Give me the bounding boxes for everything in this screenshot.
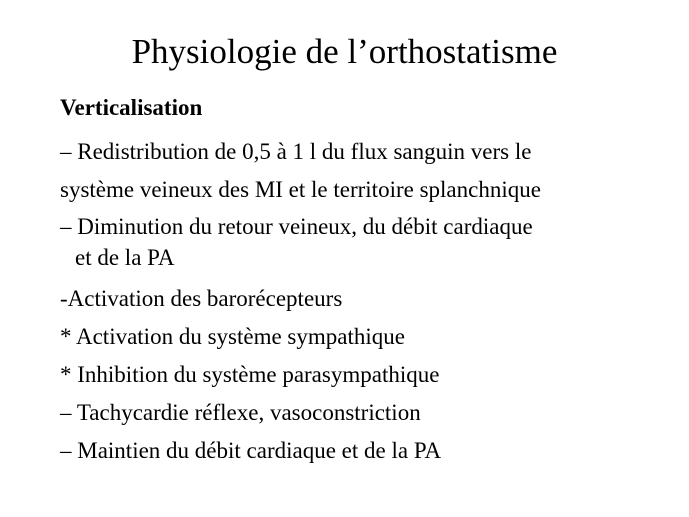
bullet-line-maintien: – Maintien du débit cardiaque et de la PA xyxy=(60,438,442,463)
bullet-line-redistribution: – Redistribution de 0,5 à 1 l du flux sanguin vers le xyxy=(60,139,532,164)
bullet-line-activation-barorecepteurs: -Activation des barorécepteurs xyxy=(60,286,343,311)
bullet-line-diminution-continuation: et de la PA xyxy=(75,245,175,270)
bullet-line-inhibition-parasympathique: * Inhibition du système parasympathique xyxy=(60,362,440,387)
bullet-line-activation-sympathique: * Activation du système sympathique xyxy=(60,324,405,349)
section-heading: Verticalisation xyxy=(60,95,203,120)
slide-title: Physiologie de l’orthostatisme xyxy=(131,32,558,71)
bullet-line-tachycardie: – Tachycardie réflexe, vasoconstriction xyxy=(60,400,421,425)
bullet-line-continuation: système veineux des MI et le territoire splanchnique xyxy=(60,177,541,202)
bullet-line-diminution: – Diminution du retour veineux, du débit cardiaque xyxy=(60,214,533,239)
